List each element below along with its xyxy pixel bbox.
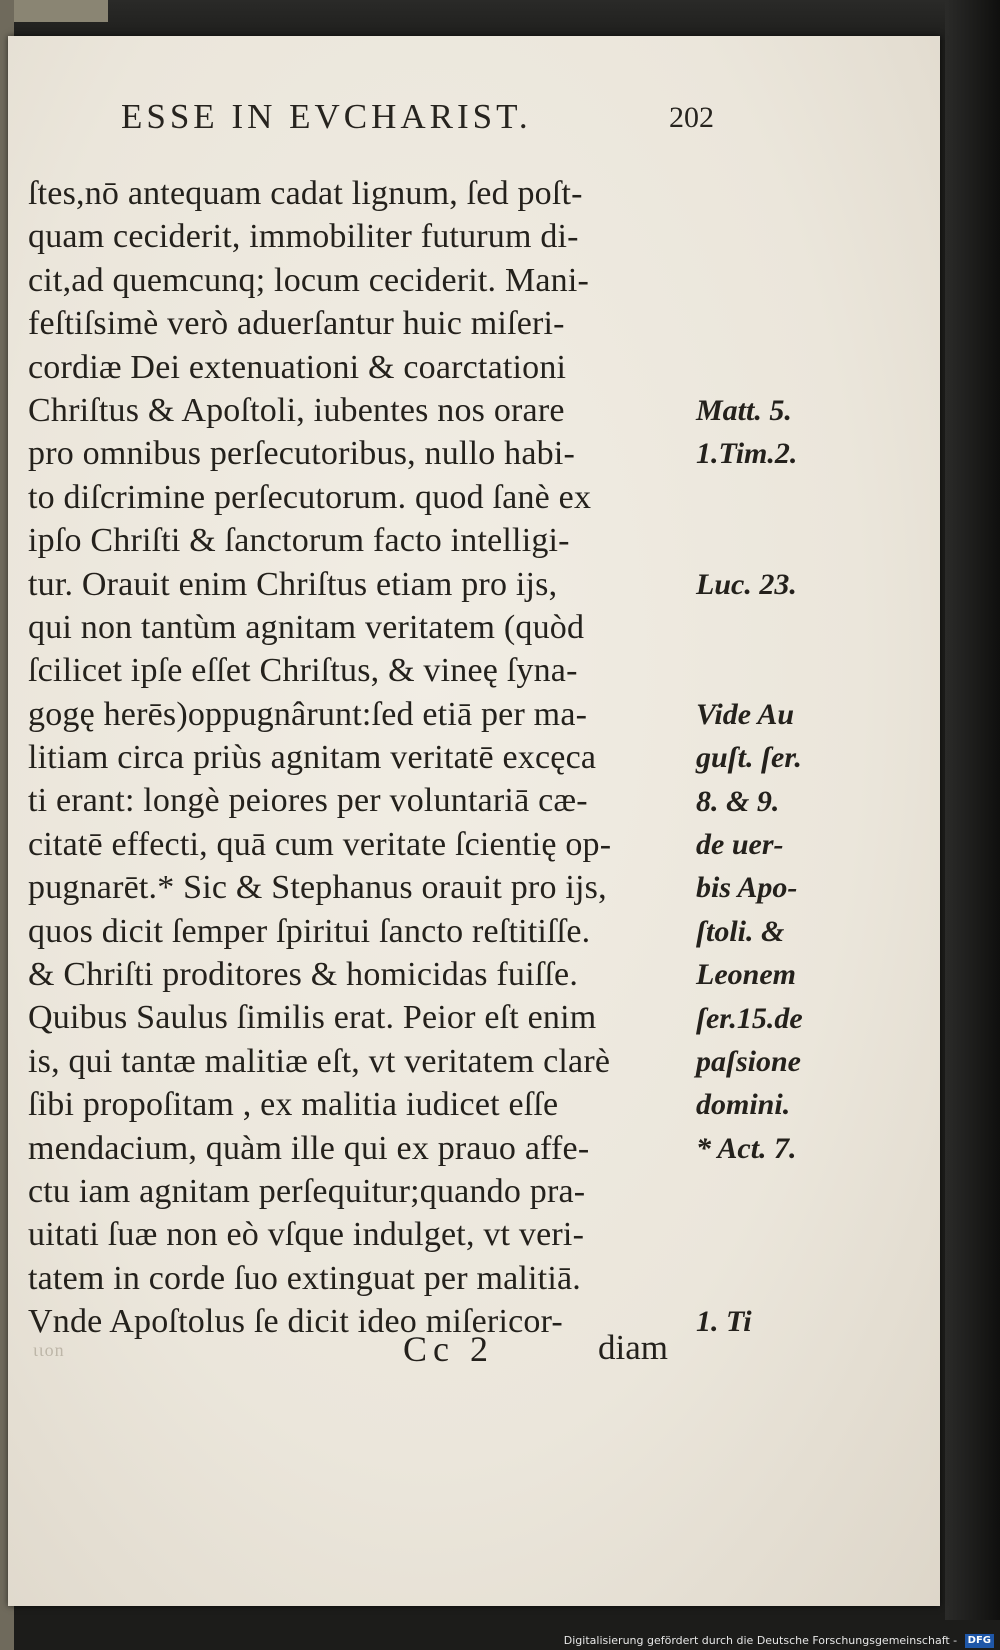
signature-mark: Cc 2 (403, 1329, 494, 1369)
margin-note: Matt. 5. (696, 394, 792, 427)
page-header (121, 97, 721, 157)
text-line: mendacium, quàm ille qui ex prauo affe- (28, 1129, 590, 1167)
text-line: feſtiſsimè verò aduerſantur huic miſeri- (28, 305, 565, 343)
text-line: pro omnibus perſecutoribus, nullo habi- (28, 435, 575, 473)
text-line: citatē effecti, quā cum veritate ſcientię op- (28, 825, 612, 863)
binding-shadow (945, 0, 1000, 1620)
text-line: quam ceciderit, immobiliter futurum di- (28, 218, 579, 256)
text-line: qui non tantùm agnitam veritatem (quòd (28, 608, 585, 646)
text-line: to diſcrimine perſecutorum. quod ſanè ex (28, 478, 592, 516)
text-line: tur. Orauit enim Chriſtus etiam pro ijs, (28, 565, 558, 603)
margin-note: Vide Au (696, 697, 795, 731)
main-text-block (28, 172, 728, 1344)
text-line: ſtes,nō antequam cadat lignum, ſed poſt- (28, 175, 583, 212)
margin-note: Leonem (696, 958, 796, 992)
text-line: tatem in corde ſuo extinguat per malitiā. (28, 1259, 581, 1297)
text-line: cit,ad quemcunq; locum ceciderit. Mani- (28, 261, 590, 299)
scanner-tab (0, 0, 108, 22)
bleed-through-text: ɩɩon (33, 1340, 65, 1360)
margin-note: Luc. 23. (696, 567, 797, 601)
funding-text: Digitalisierung gefördert durch die Deutsche Forschungsgemeinschaft - (563, 1634, 958, 1647)
text-line: litiam circa priùs agnitam veritatē excęca (28, 739, 597, 777)
running-head: ESSE IN EVCHARIST. (121, 97, 532, 136)
scanner-backdrop (0, 0, 1000, 40)
catchword: diam (598, 1328, 668, 1367)
text-line: is, qui tantæ malitiæ eſt, vt veritatem clarè (28, 1042, 611, 1080)
text-line: pugnarēt.* Sic & Stephanus orauit pro ijs, (28, 869, 607, 907)
margin-note: de uer- (696, 828, 784, 861)
margin-note: paſsione (696, 1045, 801, 1078)
text-line: & Chriſti proditores & homicidas fuiſſe. (28, 956, 579, 994)
text-line: ſibi propoſitam , ex malitia iudicet eſſe (28, 1086, 559, 1124)
margin-note: ſer.15.de (696, 1001, 803, 1035)
text-line: Quibus Saulus ſimilis erat. Peior eſt enim (28, 999, 597, 1037)
margin-note: bis Apo- (696, 871, 798, 905)
text-line: Vnde Apoſtolus ſe dicit ideo miſericor- (28, 1303, 563, 1341)
margin-note: domini. (696, 1088, 791, 1122)
margin-note: ſtoli. & (696, 914, 785, 948)
funding-credit (564, 1632, 994, 1650)
page-footer (8, 1328, 940, 1388)
text-line: quos dicit ſemper ſpiritui ſancto reſtitiſſe. (28, 912, 591, 950)
text-line: gogę herēs)oppugnârunt:ſed etiā per ma- (28, 695, 588, 733)
text-line: Chriſtus & Apoſtoli, iubentes nos orare (28, 391, 565, 429)
page-number: 202 (669, 101, 714, 134)
margin-note: guſt. ſer. (696, 741, 802, 775)
text-line: cordiæ Dei extenuationi & coarctationi (28, 348, 567, 386)
text-line: ctu iam agnitam perſequitur;quando pra- (28, 1172, 586, 1210)
margin-note: 1. Ti (696, 1305, 752, 1339)
dfg-logo: DFG (965, 1634, 994, 1648)
margin-note: 8. & 9. (696, 784, 780, 818)
text-line: ipſo Chriſti & ſanctorum facto intelligi- (28, 522, 570, 560)
margin-note: 1.Tim.2. (696, 437, 798, 471)
book-page (8, 36, 940, 1606)
text-line: uitati ſuæ non eò vſque indulget, vt veri- (28, 1216, 585, 1254)
text-line: ſcilicet ipſe eſſet Chriſtus, & vineę ſyna- (28, 652, 578, 690)
text-line: ti erant: longè peiores per voluntariā cæ- (28, 782, 588, 820)
margin-note: * Act. 7. (696, 1131, 797, 1165)
